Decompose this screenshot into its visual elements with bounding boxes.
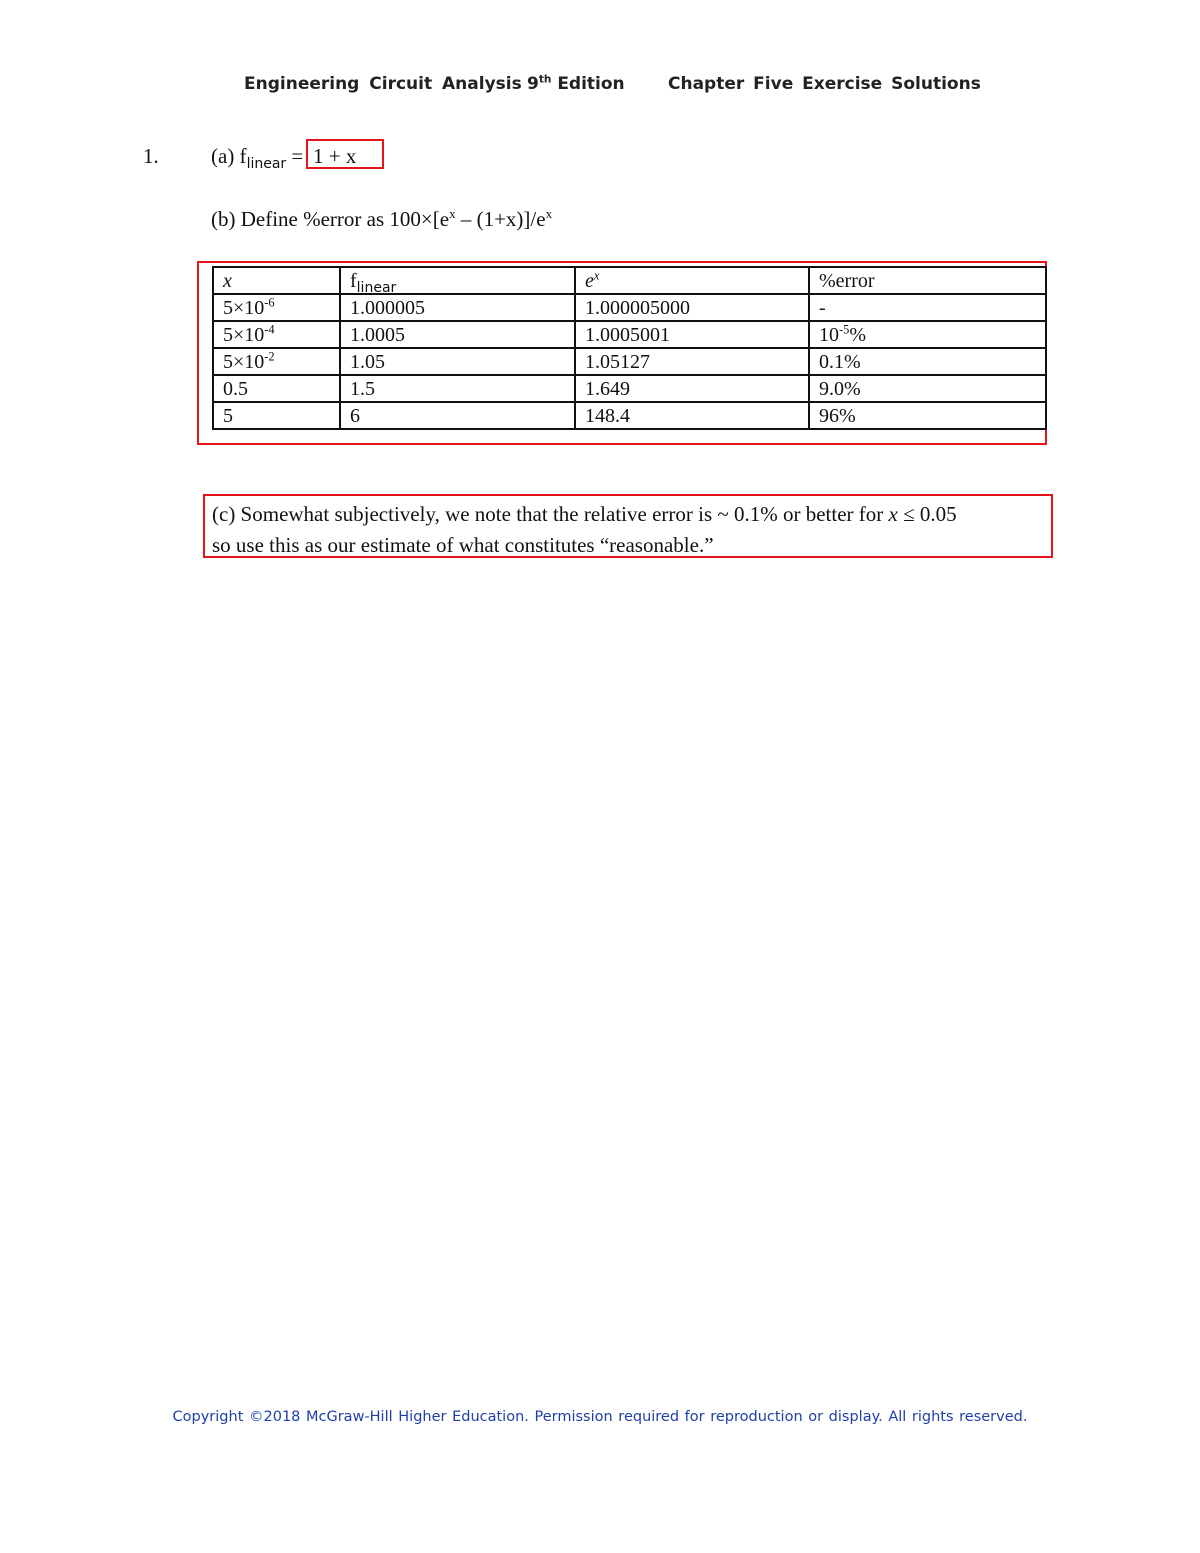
part-b-sup-2: x	[545, 206, 553, 221]
cell-f: 6	[340, 402, 575, 429]
header-e-text: e	[585, 270, 594, 292]
header-flinear	[340, 267, 575, 294]
cell-error	[809, 402, 1046, 429]
page-header	[0, 74, 1200, 98]
cell-x	[213, 294, 340, 321]
chapter-title: Chapter Five Exercise Solutions	[668, 74, 981, 94]
part-b-sup-1: x	[449, 206, 456, 221]
part-c-line-1-end: ≤ 0.05	[897, 502, 957, 526]
header-error: %error	[809, 267, 1046, 294]
book-edition	[527, 74, 625, 94]
header-f-sub: linear	[356, 280, 397, 294]
cell-error-base: 9.0%	[819, 378, 861, 400]
cell-error-base: 10	[819, 324, 839, 346]
cell-error	[809, 348, 1046, 375]
edition-word: Edition	[557, 74, 625, 94]
part-a-equals: =	[286, 144, 304, 168]
copyright-notice: Copyright ©2018 McGraw-Hill Higher Education. Permission required for reproduction or display. All rights reserved.	[172, 1409, 1028, 1425]
part-c-variable: x	[888, 502, 898, 526]
cell-f: 1.0005	[340, 321, 575, 348]
cell-f: 1.5	[340, 375, 575, 402]
table-row	[213, 402, 1046, 429]
part-c-line-1-text: (c) Somewhat subjectively, we note that the relative error is ~ 0.1% or better for	[212, 502, 889, 526]
cell-e: 1.000005000	[575, 294, 809, 321]
part-a-subscript: linear	[246, 156, 287, 173]
cell-x	[213, 375, 340, 402]
cell-x-base: 5×10	[223, 297, 265, 319]
cell-error	[809, 294, 1046, 321]
error-table	[212, 266, 1047, 430]
cell-error-base: -	[819, 297, 826, 319]
cell-e: 1.05127	[575, 348, 809, 375]
book-title: Engineering Circuit Analysis	[244, 74, 522, 94]
part-c-line-1	[212, 499, 1052, 530]
edition-suffix: th	[538, 73, 552, 86]
table-row	[213, 348, 1046, 375]
cell-error-base: 96%	[819, 405, 856, 427]
cell-x-base: 5	[223, 405, 233, 427]
problem-number: 1.	[143, 144, 159, 168]
header-x	[213, 267, 340, 294]
cell-f: 1.000005	[340, 294, 575, 321]
part-b-text-2: – (1+x)]/e	[455, 207, 546, 231]
cell-x-exp: -2	[264, 349, 275, 364]
cell-x-base: 5×10	[223, 351, 265, 373]
table-header-row	[213, 267, 1046, 294]
header-ex	[575, 267, 809, 294]
part-c-line-2: so use this as our estimate of what constitutes “reasonable.”	[212, 533, 714, 557]
cell-x-exp: -6	[264, 295, 275, 310]
cell-x	[213, 402, 340, 429]
edition-number: 9	[527, 74, 539, 94]
table-row	[213, 375, 1046, 402]
answer-a: 1 + x	[313, 144, 357, 168]
cell-x	[213, 348, 340, 375]
cell-error-base: 0.1%	[819, 351, 861, 373]
header-e-sup: x	[593, 268, 600, 283]
table-row	[213, 321, 1046, 348]
table-row	[213, 294, 1046, 321]
cell-e: 1.649	[575, 375, 809, 402]
cell-x-base: 0.5	[223, 378, 248, 400]
cell-error	[809, 321, 1046, 348]
cell-error	[809, 375, 1046, 402]
cell-e: 148.4	[575, 402, 809, 429]
cell-e: 1.0005001	[575, 321, 809, 348]
cell-error-suffix: %	[849, 324, 866, 346]
cell-x-base: 5×10	[223, 324, 265, 346]
part-a-label	[211, 144, 304, 173]
cell-x	[213, 321, 340, 348]
part-b-text-1: (b) Define %error as 100×[e	[211, 207, 450, 231]
header-x-text: x	[223, 270, 232, 292]
header-f-text: f	[350, 270, 357, 292]
cell-f: 1.05	[340, 348, 575, 375]
part-c-text	[212, 499, 1052, 561]
cell-error-exp: -5	[839, 322, 850, 337]
part-b-definition	[211, 207, 552, 232]
cell-x-exp: -4	[264, 322, 275, 337]
part-a-f: (a) f	[211, 144, 247, 168]
